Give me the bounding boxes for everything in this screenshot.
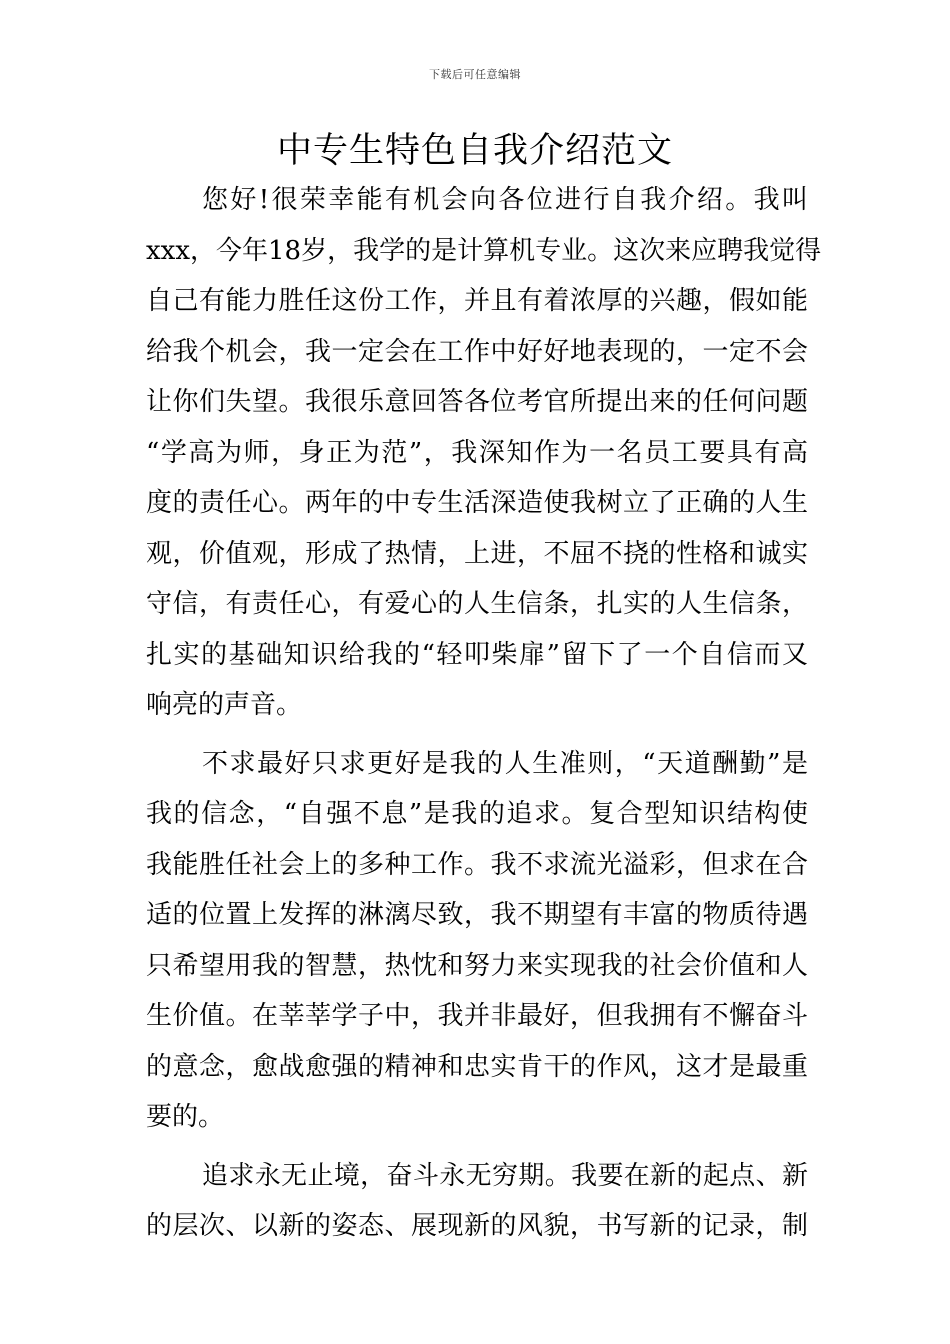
text-line: 要的。: [146, 1102, 225, 1132]
header-note: 下载后可任意编辑: [429, 68, 521, 81]
text-line: 守信，有责任心，有爱心的人生信条，扎实的人生信条，: [146, 589, 808, 619]
text-line: 扎实的基础知识给我的“轻叩柴扉”留下了一个自信而又: [146, 639, 808, 670]
text-line: 生价值。在莘莘学子中，我并非最好，但我拥有不懈奋斗: [146, 1001, 808, 1031]
text-line: 我能胜任社会上的多种工作。我不求流光溢彩，但求在合: [146, 849, 808, 880]
text-line: 度的责任心。两年的中专生活深造使我树立了正确的人生: [146, 488, 808, 518]
text-line: xxx，今年18岁，我学的是计算机专业。这次来应聘我觉得: [146, 235, 822, 266]
text-line: 只希望用我的智慧，热忱和努力来实现我的社会价值和人: [146, 950, 808, 981]
text-line: 追求永无止境，奋斗永无穷期。我要在新的起点、新: [202, 1160, 808, 1191]
text-line: 的意念，愈战愈强的精神和忠实肯干的作风，这才是最重: [146, 1051, 808, 1082]
text-line: 的层次、以新的姿态、展现新的风貌，书写新的记录，制: [146, 1211, 808, 1241]
text-line: 让你们失望。我很乐意回答各位考官所提出来的任何问题: [146, 387, 808, 417]
text-line: 响亮的声音。: [146, 690, 303, 720]
paragraph-3: [146, 1151, 808, 1252]
text-line: 观，价值观，形成了热情，上进，不屈不挠的性格和诚实: [146, 538, 808, 569]
document-title: 中专生特色自我介绍范文: [276, 131, 673, 171]
text-line: 自己有能力胜任这份工作，并且有着浓厚的兴趣，假如能: [146, 286, 808, 316]
text-line: 不求最好只求更好是我的人生准则，“天道酬勤”是: [202, 748, 808, 779]
text-line: 给我个机会，我一定会在工作中好好地表现的，一定不会: [146, 336, 808, 367]
paragraph-2: [146, 739, 808, 1143]
text-line: 您好!很荣幸能有机会向各位进行自我介绍。我叫: [202, 185, 808, 215]
document-body: [146, 175, 822, 1252]
paragraph-1: [146, 175, 822, 731]
text-line: 适的位置上发挥的淋漓尽致，我不期望有丰富的物质待遇: [146, 900, 808, 930]
text-line: 我的信念，“自强不息”是我的追求。复合型知识结构使: [146, 799, 808, 829]
text-line: “学高为师，身正为范”，我深知作为一名员工要具有高: [146, 437, 808, 468]
